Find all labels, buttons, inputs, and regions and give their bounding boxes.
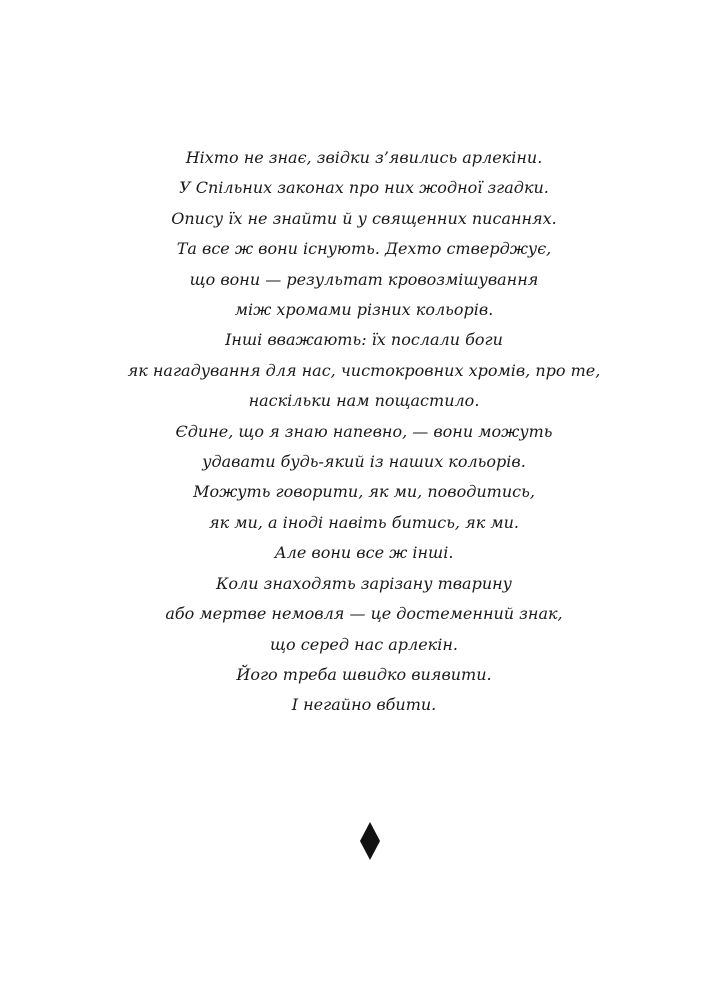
diamond-ornament-icon <box>360 822 380 860</box>
epigraph-poem <box>0 143 728 721</box>
poem-line: Інші вважають: їх послали боги <box>225 330 503 350</box>
poem-line: між хромами різних кольорів. <box>234 300 494 320</box>
poem-line: що серед нас арлекін. <box>270 634 458 654</box>
poem-line: Але вони все ж інші. <box>274 543 454 563</box>
poem-line: як ми, а іноді навіть битись, як ми. <box>209 512 519 532</box>
poem-line: Коли знаходять зарізану тварину <box>216 573 512 593</box>
poem-line: удавати будь-який із наших кольорів. <box>202 452 526 472</box>
poem-line: Його треба швидко виявити. <box>236 664 492 684</box>
poem-line: як нагадування для нас, чистокровних хромів, про те, <box>127 360 601 380</box>
poem-line: Та все ж вони існують. Дехто стверджує, <box>176 239 552 259</box>
poem-line: Ніхто не знає, звідки з’явились арлекіни. <box>185 148 543 167</box>
poem-line: або мертве немовля — це достеменний знак, <box>165 604 563 624</box>
poem-line: що вони — результат кровозмішування <box>189 269 539 289</box>
poem-line: У Спільних законах про них жодної згадки. <box>179 178 549 198</box>
poem-line: Єдине, що я знаю напевно, — вони можуть <box>175 421 553 441</box>
poem-line: Можуть говорити, як ми, поводитись, <box>193 482 535 502</box>
poem-line: І негайно вбити. <box>291 695 437 715</box>
poem-line: наскільки нам пощастило. <box>248 391 480 411</box>
poem-line: Опису їх не знайти й у священних писаннях. <box>171 208 557 228</box>
